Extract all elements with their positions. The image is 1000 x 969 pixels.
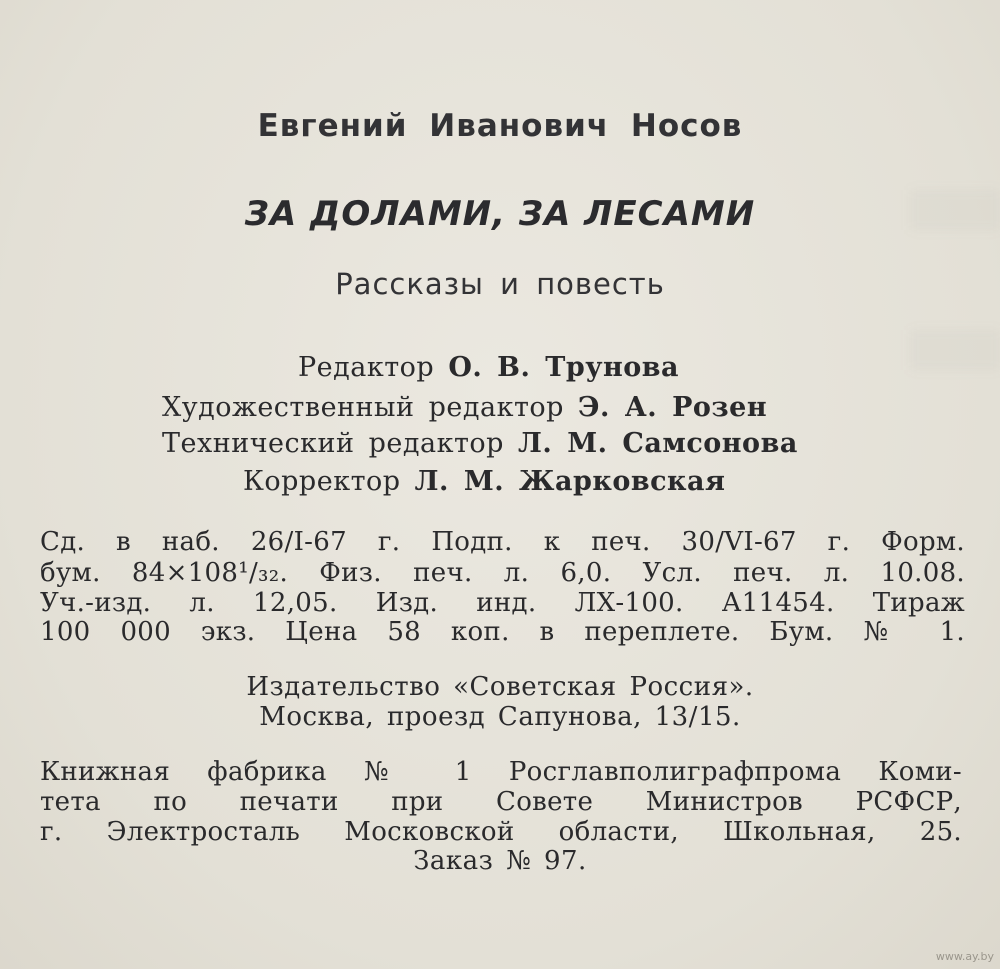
publisher-name: Издательство «Советская Россия». — [246, 672, 754, 702]
credit-editor — [298, 352, 679, 383]
credit-art-editor — [162, 392, 767, 423]
order-number: Заказ № 97. — [413, 846, 587, 876]
show-through-shadow — [910, 330, 1000, 370]
book-title: ЗА ДОЛАМИ, ЗА ЛЕСАМИ — [244, 194, 756, 234]
credit-name: Л. М. Жарковская — [414, 466, 726, 497]
factory-line: тета по печати при Совете Министров РСФСР, — [40, 787, 962, 817]
credit-name: Л. М. Самсонова — [518, 428, 798, 459]
credit-name: Э. А. Розен — [578, 392, 768, 423]
print-spec-line: Уч.-изд. л. 12,05. Изд. инд. ЛХ-100. А11454. Тираж — [40, 588, 965, 618]
book-author: Евгений Иванович Носов — [257, 108, 743, 144]
credit-role: Художественный редактор — [162, 392, 564, 423]
credit-role: Редактор — [298, 352, 435, 383]
factory-line: Книжная фабрика № 1 Росглавполиграфпрома Коми- — [40, 757, 962, 787]
print-spec-line: Сд. в наб. 26/I-67 г. Подп. к печ. 30/VI-67 г. Форм. — [40, 527, 965, 557]
print-spec-line: бум. 84×108¹/₃₂. Физ. печ. л. 6,0. Усл. печ. л. 10.08. — [40, 558, 965, 588]
site-watermark: www.ay.by — [935, 950, 994, 963]
credit-name: О. В. Трунова — [448, 352, 680, 383]
credit-proofreader — [243, 466, 725, 497]
credit-role: Технический редактор — [162, 428, 504, 459]
book-subtitle: Рассказы и повесть — [335, 267, 665, 301]
credit-role: Корректор — [243, 466, 401, 497]
print-spec-line: 100 000 экз. Цена 58 коп. в переплете. Бум. № 1. — [40, 617, 965, 647]
publisher-address: Москва, проезд Сапунова, 13/15. — [259, 702, 741, 732]
factory-line: г. Электросталь Московской области, Школьная, 25. — [40, 817, 962, 847]
credit-tech-editor — [162, 428, 798, 459]
